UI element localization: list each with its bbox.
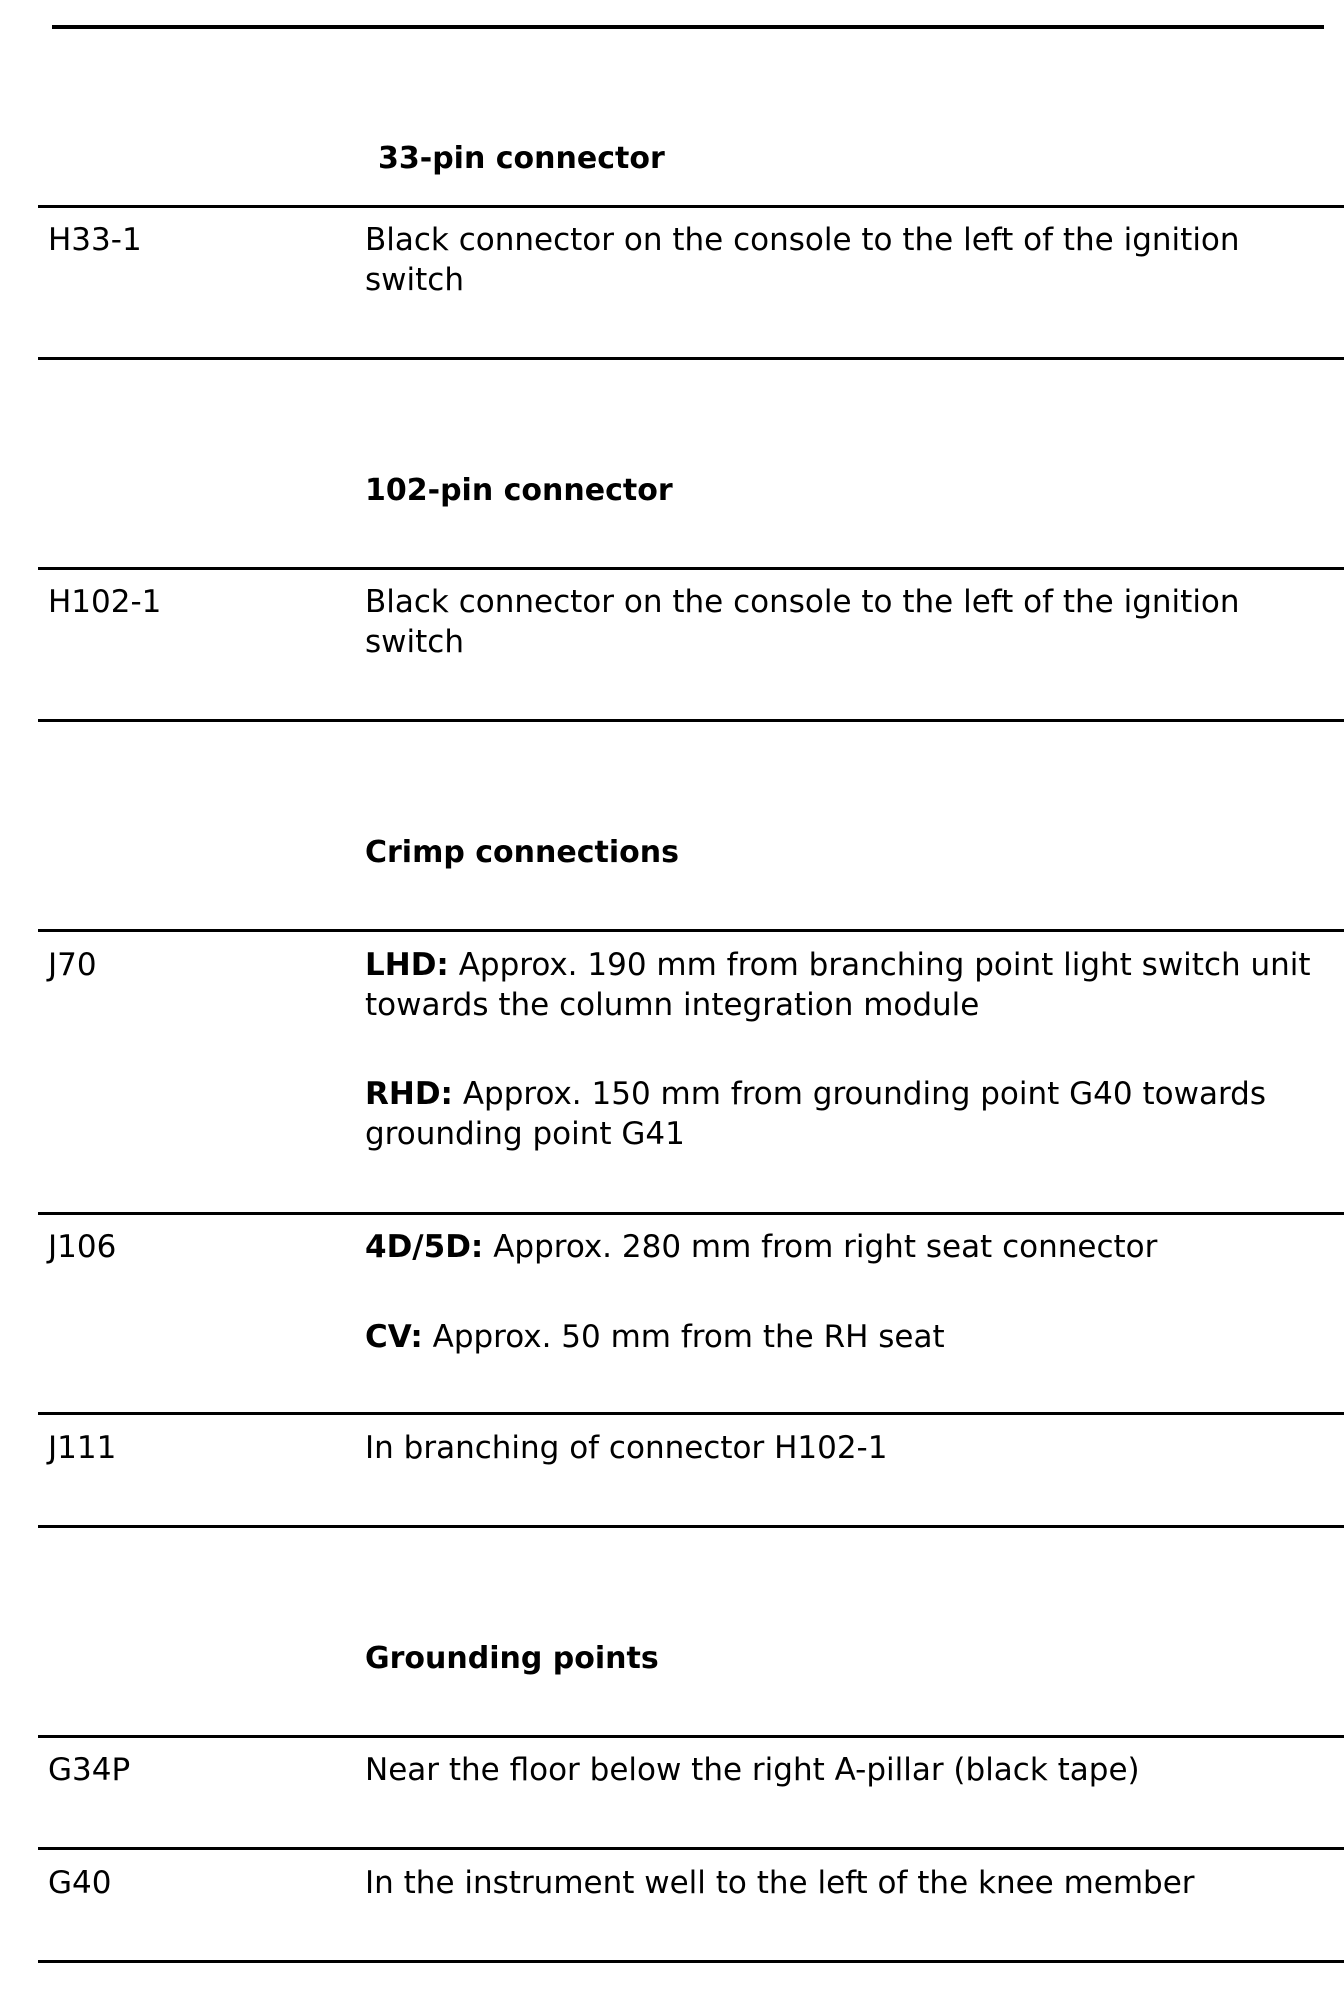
location-label: LHD: bbox=[365, 947, 449, 983]
location-text: Approx. 190 mm from branching point light switch unit towards the column integration module bbox=[365, 947, 1311, 1023]
location-text: In the instrument well to the left of the knee member bbox=[365, 1865, 1195, 1901]
row-divider bbox=[38, 1960, 1344, 1963]
row-divider bbox=[38, 567, 1344, 570]
connector-code: H102-1 bbox=[48, 584, 162, 620]
row-divider bbox=[38, 205, 1344, 208]
section-heading-102-pin: 102-pin connector bbox=[365, 473, 673, 508]
location-label: 4D/5D: bbox=[365, 1229, 484, 1265]
grounding-location bbox=[365, 1863, 1325, 1903]
location-text: Approx. 150 mm from grounding point G40 towards grounding point G41 bbox=[365, 1076, 1266, 1152]
row-divider bbox=[38, 929, 1344, 932]
section-heading-crimp: Crimp connections bbox=[365, 835, 679, 870]
location-text: Approx. 50 mm from the RH seat bbox=[432, 1319, 945, 1355]
crimp-location-lhd bbox=[365, 945, 1325, 1025]
row-divider bbox=[38, 1212, 1344, 1215]
top-rule bbox=[52, 25, 1324, 29]
crimp-code: J70 bbox=[48, 947, 97, 983]
crimp-location-rhd bbox=[365, 1074, 1325, 1154]
connector-location bbox=[365, 220, 1325, 300]
location-text: Near the floor below the right A-pillar (black tape) bbox=[365, 1752, 1140, 1788]
section-heading-grounding: Grounding points bbox=[365, 1641, 659, 1676]
crimp-location bbox=[365, 1428, 1325, 1468]
location-label: RHD: bbox=[365, 1076, 453, 1112]
connector-code: H33-1 bbox=[48, 222, 142, 258]
connector-location bbox=[365, 582, 1325, 662]
crimp-code: J111 bbox=[48, 1430, 117, 1466]
row-divider bbox=[38, 1735, 1344, 1738]
location-text: In branching of connector H102-1 bbox=[365, 1430, 888, 1466]
grounding-location bbox=[365, 1750, 1325, 1790]
grounding-code: G34P bbox=[48, 1752, 131, 1788]
location-text: Black connector on the console to the left of the ignition switch bbox=[365, 222, 1240, 298]
crimp-location-cv bbox=[365, 1317, 1325, 1357]
grounding-code: G40 bbox=[48, 1865, 112, 1901]
location-text: Black connector on the console to the left of the ignition switch bbox=[365, 584, 1240, 660]
crimp-location-4d5d bbox=[365, 1227, 1325, 1267]
row-divider bbox=[38, 1847, 1344, 1850]
crimp-code: J106 bbox=[48, 1229, 117, 1265]
location-label: CV: bbox=[365, 1319, 423, 1355]
location-text: Approx. 280 mm from right seat connector bbox=[493, 1229, 1158, 1265]
row-divider bbox=[38, 1525, 1344, 1528]
row-divider bbox=[38, 357, 1344, 360]
row-divider bbox=[38, 1412, 1344, 1415]
row-divider bbox=[38, 719, 1344, 722]
section-heading-33-pin: 33-pin connector bbox=[378, 141, 665, 176]
